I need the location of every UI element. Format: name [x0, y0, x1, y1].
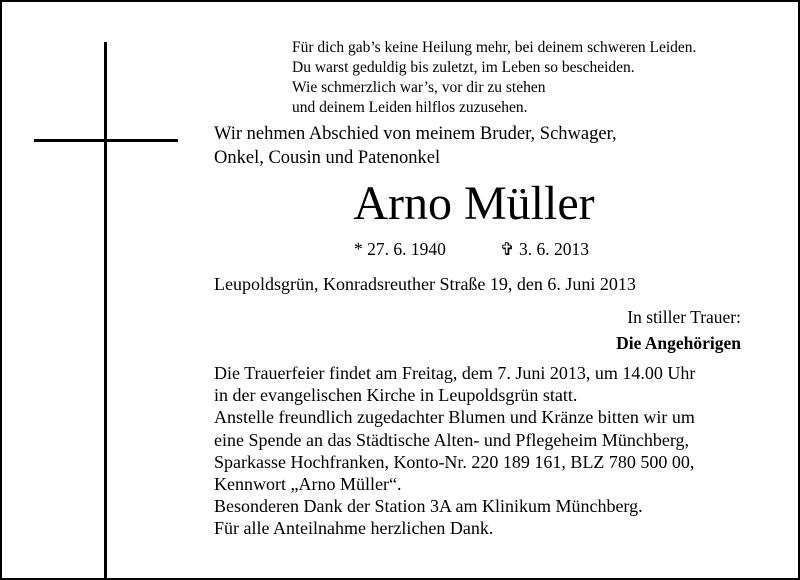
details-line: Besonderen Dank der Station 3A am Klinikum Münchberg. — [214, 496, 643, 517]
details-line: eine Spende an das Städtische Alten- und Pflegeheim Münchberg, — [214, 429, 690, 450]
intro-line: Onkel, Cousin und Patenonkel — [214, 148, 441, 168]
deceased-name: Arno Müller — [353, 177, 595, 230]
poem-line: Du warst geduldig bis zuletzt, im Leben so bescheiden. — [292, 59, 635, 76]
birth-date: * 27. 6. 1940 — [354, 239, 446, 259]
intro-line: Wir nehmen Abschied von meinem Bruder, Schwager, — [214, 124, 617, 144]
poem-line: Für dich gab’s keine Heilung mehr, bei deinem schweren Leiden. — [292, 39, 697, 56]
cross-horizontal-beam — [34, 139, 178, 142]
details-line: Die Trauerfeier findet am Freitag, dem 7. Juni 2013, um 14.00 Uhr — [214, 363, 696, 383]
death-date: ✞ 3. 6. 2013 — [500, 239, 590, 259]
mourning-line: In stiller Trauer: — [627, 307, 741, 327]
farewell-intro — [214, 122, 774, 170]
cross-vertical-beam — [104, 42, 107, 578]
poem-line: Wie schmerzlich war’s, vor dir zu stehen — [292, 79, 546, 96]
mourning-block — [616, 304, 741, 356]
details-line: Anstelle freundlich zugedachter Blumen und Kränze bitten wir um — [214, 407, 695, 428]
poem — [292, 38, 772, 118]
details-line: Kennwort „Arno Müller“. — [214, 474, 402, 495]
mourners-signature: Die Angehörigen — [616, 333, 741, 353]
details-line: Sparkasse Hochfranken, Konto-Nr. 220 189 161, BLZ 780 500 00, — [214, 451, 695, 472]
details-line: in der evangelischen Kirche in Leupoldsgrün statt. — [214, 385, 578, 406]
place-and-date: Leupoldsgrün, Konradsreuther Straße 19, den 6. Juni 2013 — [214, 274, 636, 294]
poem-line: und deinem Leiden hilflos zuzusehen. — [292, 99, 528, 116]
details-line: Für alle Anteilnahme herzlichen Dank. — [214, 518, 494, 539]
funeral-details — [214, 362, 774, 540]
